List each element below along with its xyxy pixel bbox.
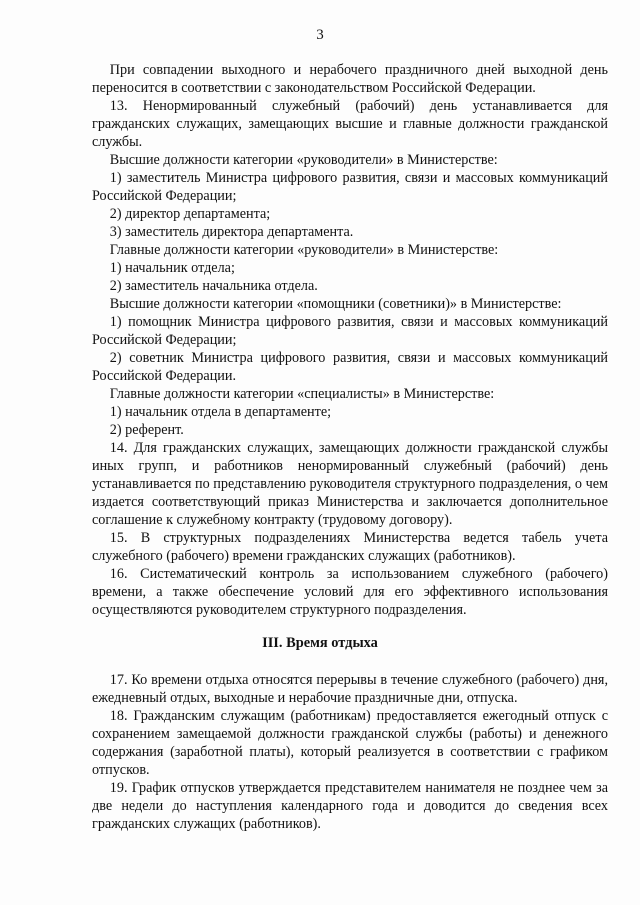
paragraph: Высшие должности категории «помощники (советники)» в Министерстве: (109, 296, 562, 312)
paragraph-item-15: 15. В структурных подразделениях Министерства ведется табель учета служебного (рабочего) времени гражданских служащих (работников). (92, 530, 608, 564)
list-item: 1) начальник отдела; (109, 260, 235, 276)
list-item: 2) директор департамента; (109, 206, 271, 222)
list-item: 2) заместитель начальника отдела. (109, 278, 318, 294)
list-item: 1) начальник отдела в департаменте; (109, 404, 332, 420)
paragraph: Высшие должности категории «руководители» в Министерстве: (109, 152, 498, 168)
paragraph: Главные должности категории «специалисты» в Министерстве: (109, 386, 495, 402)
list-item: 1) заместитель Министра цифрового развития, связи и массовых коммуникаций Российской Федерации; (92, 170, 608, 204)
section-heading: III. Время отдыха (262, 635, 378, 651)
body-text-block-1 (92, 61, 608, 619)
paragraph-item-13: 13. Ненормированный служебный (рабочий) день устанавливается для гражданских служащих, замещающих высшие и главные должности гражданской службы. (92, 98, 608, 150)
page-number: 3 (316, 27, 324, 43)
paragraph: При совпадении выходного и нерабочего праздничного дней выходной день переносится в соответствии с законодательством Российской Федерации. (92, 62, 608, 96)
list-item: 3) заместитель директора департамента. (109, 224, 354, 240)
body-text-block-2 (92, 671, 608, 833)
paragraph-item-14: 14. Для гражданских служащих, замещающих должности гражданской службы иных групп, и работников ненормированный служебный (рабочий) день устанавливается по представлению руководителя структурного подразделения, о чем издается соответствующий приказ Министерства и заключается дополнительное соглашение к служебному контракту (трудовому договору). (92, 440, 608, 528)
list-item: 1) помощник Министра цифрового развития, связи и массовых коммуникаций Российской Федерации; (92, 314, 608, 348)
paragraph-item-19: 19. График отпусков утверждается представителем нанимателя не позднее чем за две недели до наступления календарного года и доводится до сведения всех гражданских служащих (работников). (92, 780, 608, 832)
list-item: 2) советник Министра цифрового развития, связи и массовых коммуникаций Российской Федерации. (92, 350, 608, 384)
paragraph-item-16: 16. Систематический контроль за использованием служебного (рабочего) времени, а также обеспечение условий для его эффективного использования осуществляются руководителем структурного подразделения. (92, 566, 608, 618)
list-item: 2) референт. (109, 422, 184, 438)
paragraph: Главные должности категории «руководители» в Министерстве: (109, 242, 499, 258)
paragraph-item-18: 18. Гражданским служащим (работникам) предоставляется ежегодный отпуск с сохранением замещаемой должности гражданской службы (работы) и денежного содержания (заработной платы), который реализуется в соответствии с графиком отпусков. (92, 708, 608, 778)
paragraph-item-17: 17. Ко времени отдыха относятся перерывы в течение служебного (рабочего) дня, ежедневный отдых, выходные и нерабочие праздничные дни, отпуска. (92, 672, 608, 706)
